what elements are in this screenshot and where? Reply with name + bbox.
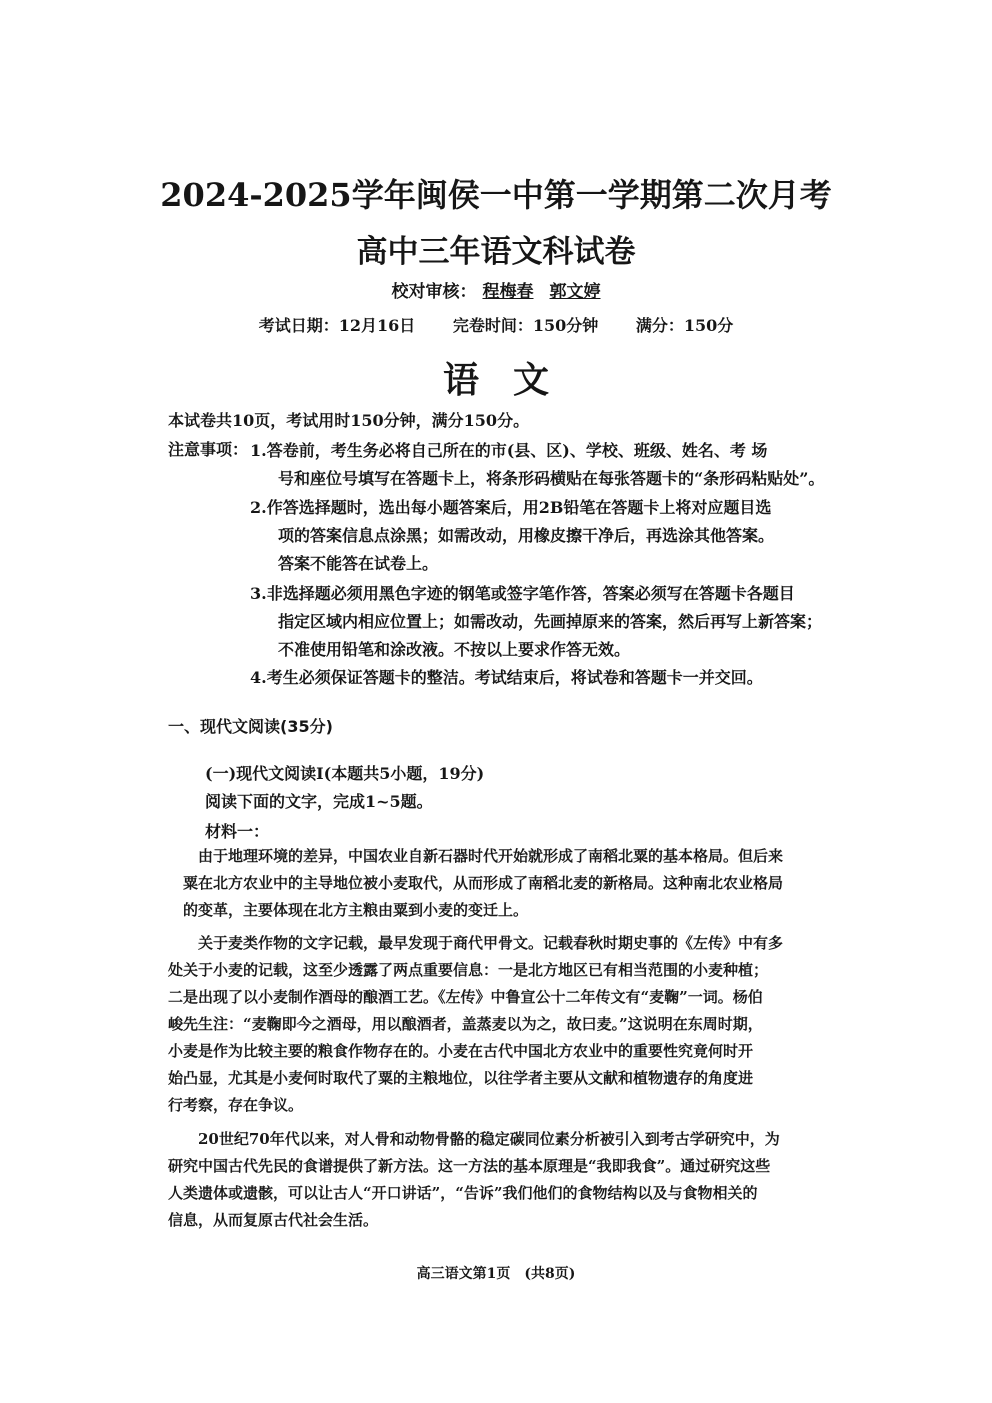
notice-line: 不准使用铅笔和涂改液。不按以上要求作答无效。 bbox=[278, 640, 631, 659]
passage-line: 始凸显，尤其是小麦何时取代了粟的主粮地位，以往学者主要从文献和植物遗存的角度进 bbox=[168, 1069, 754, 1087]
passage-line: 峻先生注：“麦鞠即今之酒母，用以酿酒者，盖蒸麦以为之，故曰麦。”这说明在东周时期， bbox=[168, 1015, 763, 1033]
reviewers-label: 校对审核： bbox=[391, 282, 477, 302]
passage-paragraph bbox=[168, 843, 833, 924]
section-heading: 一、现代文阅读(35分) bbox=[168, 717, 333, 736]
passage-line: 的变革，主要体现在北方主粮由粟到小麦的变迁上。 bbox=[168, 901, 529, 919]
passage-line: 粟在北方农业中的主导地位被小麦取代，从而形成了南稻北麦的新格局。这种南北农业格局 bbox=[168, 874, 784, 892]
exam-meta bbox=[0, 313, 992, 336]
full-score: 满分：150分 bbox=[635, 316, 734, 335]
passage-line: 行考察，存在争议。 bbox=[168, 1096, 304, 1114]
notice-line: 指定区域内相应位置上；如需改动，先画掉原来的答案，然后再写上新答案； bbox=[278, 612, 823, 631]
exam-date: 考试日期：12月16日 bbox=[258, 316, 416, 335]
passage-line: 研究中国古代先民的食谱提供了新方法。这一方法的基本原理是“我即我食”。通过研究这些 bbox=[168, 1157, 771, 1175]
passage-line: 信息，从而复原古代社会生活。 bbox=[168, 1211, 379, 1229]
sub-section-heading: (一)现代文阅读Ⅰ(本题共5小题，19分) bbox=[205, 764, 485, 783]
material-label: 材料一： bbox=[205, 822, 270, 841]
reading-instruction: 阅读下面的文字，完成1~5题。 bbox=[205, 792, 433, 811]
notice-item bbox=[250, 664, 830, 692]
notice-item bbox=[250, 437, 830, 493]
reviewer-name: 程梅春 bbox=[482, 282, 534, 302]
intro-text: 本试卷共10页，考试用时150分钟，满分150分。 bbox=[168, 411, 530, 430]
passage-line: 由于地理环境的差异，中国农业自新石器时代开始就形成了南稻北粟的基本格局。但后来 bbox=[168, 847, 784, 865]
passage-paragraph bbox=[168, 1126, 833, 1234]
notice-item bbox=[250, 580, 830, 664]
exam-subtitle: 高中三年语文科试卷 bbox=[356, 234, 636, 270]
notice-line: 2.作答选择题时，选出每小题答案后，用2B铅笔在答题卡上将对应题目选 bbox=[250, 498, 772, 517]
notice-line: 号和座位号填写在答题卡上，将条形码横贴在每张答题卡的“条形码粘贴处”。 bbox=[278, 469, 825, 488]
reviewers-line bbox=[0, 277, 992, 302]
passage-line: 处关于小麦的记载，这至少透露了两点重要信息：一是北方地区已有相当范围的小麦种植； bbox=[168, 961, 769, 979]
notice-line: 1.答卷前，考生务必将自己所在的市(县、区)、学校、班级、姓名、考 场 bbox=[250, 441, 768, 460]
passage-paragraph bbox=[168, 930, 833, 1119]
notice-label: 注意事项： bbox=[168, 440, 249, 459]
notice-line: 项的答案信息点涂黑；如需改动，用橡皮擦干净后，再选涂其他答案。 bbox=[278, 526, 775, 545]
notice-line: 4.考生必须保证答题卡的整洁。考试结束后，将试卷和答题卡一并交回。 bbox=[250, 668, 763, 687]
notice-line: 答案不能答在试卷上。 bbox=[278, 554, 439, 573]
passage-line: 人类遗体或遗骸，可以让古人“开口讲话”，“告诉”我们他们的食物结构以及与食物相关的 bbox=[168, 1184, 758, 1202]
passage-line: 20世纪70年代以来，对人骨和动物骨骼的稳定碳同位素分析被引入到考古学研究中，为 bbox=[168, 1130, 780, 1148]
exam-title: 2024-2025学年闽侯一中第一学期第二次月考 bbox=[160, 176, 832, 214]
page-footer: 高三语文第1页 (共8页) bbox=[416, 1266, 576, 1282]
subject-heading: 语文 bbox=[442, 359, 583, 401]
exam-duration: 完卷时间：150分钟 bbox=[452, 316, 599, 335]
passage-line: 小麦是作为比较主要的粮食作物存在的。小麦在古代中国北方农业中的重要性究竟何时开 bbox=[168, 1042, 754, 1060]
passage-line: 二是出现了以小麦制作酒母的酿酒工艺。《左传》中鲁宣公十二年传文有“麦鞠”一词。杨伯 bbox=[168, 988, 763, 1006]
notice-line: 3.非选择题必须用黑色字迹的钢笔或签字笔作答，答案必须写在答题卡各题目 bbox=[250, 584, 795, 603]
reviewer-name: 郭文婷 bbox=[549, 282, 601, 302]
passage-line: 关于麦类作物的文字记载，最早发现于商代甲骨文。记载春秋时期史事的《左传》中有多 bbox=[168, 934, 784, 952]
notice-item bbox=[250, 494, 830, 578]
